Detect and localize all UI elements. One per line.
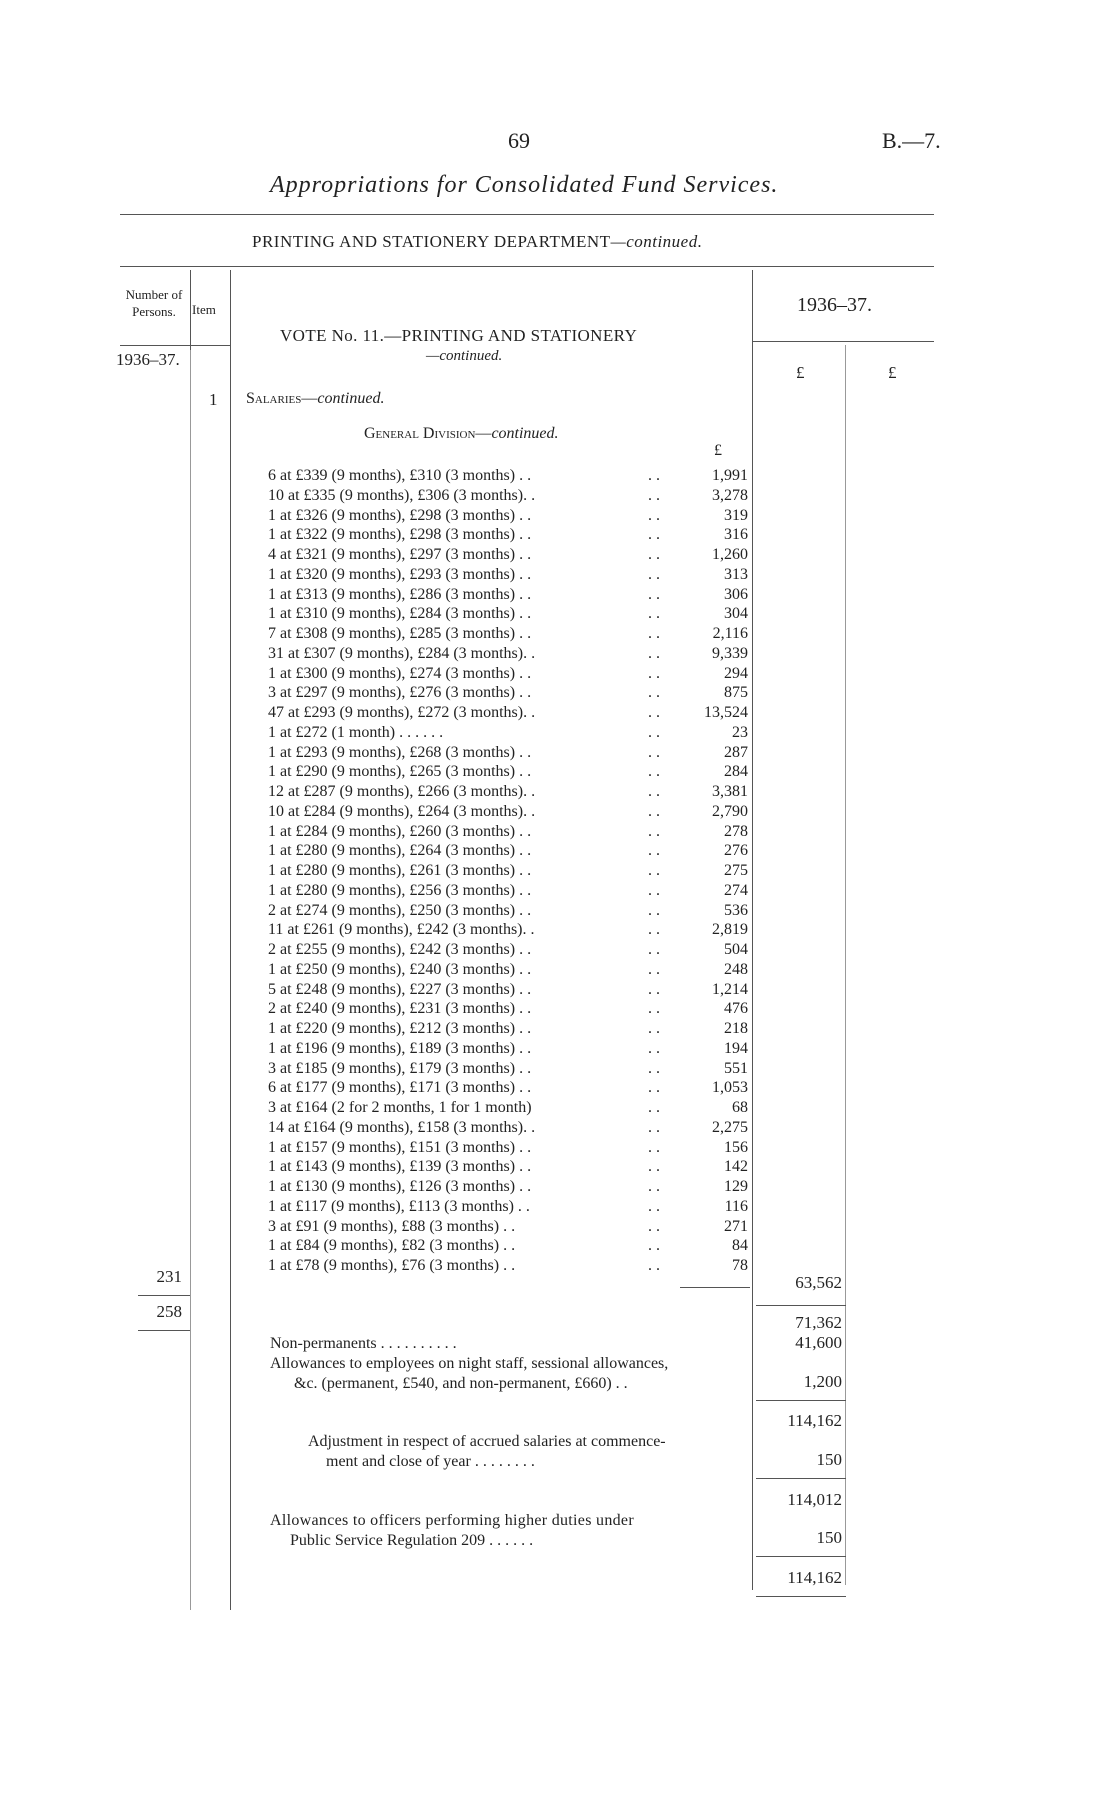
persons-general-division: 231 bbox=[156, 1267, 182, 1286]
row-amount: 313 bbox=[724, 565, 748, 583]
row-amount: 284 bbox=[724, 763, 748, 781]
row-leader: . . bbox=[648, 1197, 660, 1215]
table-row bbox=[268, 861, 748, 881]
row-description: 1 at £130 (9 months), £126 (3 months) . . bbox=[268, 1178, 532, 1195]
row-leader: . . bbox=[648, 862, 660, 879]
row-amount: 1,053 bbox=[712, 1079, 748, 1097]
table-row bbox=[268, 683, 748, 703]
page-number: 69 bbox=[508, 128, 530, 153]
table-row bbox=[268, 901, 748, 921]
year-header-right: 1936–37. bbox=[797, 294, 872, 316]
row-description: 1 at £280 (9 months), £264 (3 months) . . bbox=[268, 842, 532, 860]
row-amount: 275 bbox=[724, 862, 748, 879]
row-leader: . . bbox=[648, 901, 660, 919]
totals-rule-2 bbox=[756, 1400, 846, 1401]
row-leader: . . bbox=[648, 664, 660, 682]
page-title: Appropriations for Consolidated Fund Services. bbox=[270, 172, 779, 198]
col-divider-persons bbox=[190, 270, 191, 350]
row-leader: . . bbox=[648, 783, 660, 800]
table-top-rule bbox=[120, 266, 934, 267]
vote-title: VOTE No. 11.—PRINTING AND STATIONERY bbox=[280, 326, 638, 345]
row-amount: 2,819 bbox=[712, 921, 748, 939]
row-description: 3 at £91 (9 months), £88 (3 months) . . bbox=[268, 1217, 516, 1235]
table-row bbox=[268, 1138, 748, 1158]
table-row bbox=[268, 743, 748, 763]
row-leader: . . bbox=[648, 1118, 660, 1136]
table-row bbox=[268, 1098, 748, 1118]
total-adjustment: 150 bbox=[816, 1450, 842, 1469]
row-description: 1 at £84 (9 months), £82 (3 months) . . bbox=[268, 1237, 516, 1255]
row-description: 1 at £272 (1 month) . . . . . . bbox=[268, 723, 444, 741]
table-row bbox=[268, 664, 748, 684]
row-leader: . . bbox=[648, 743, 660, 761]
row-leader: . . bbox=[648, 1020, 660, 1037]
persons-rule-2 bbox=[138, 1330, 190, 1331]
row-description: 1 at £290 (9 months), £265 (3 months) . . bbox=[268, 763, 532, 781]
row-amount: 218 bbox=[724, 1020, 748, 1037]
header-rule-left bbox=[120, 345, 230, 346]
row-amount: 306 bbox=[724, 585, 748, 603]
grand-total: 114,162 bbox=[787, 1568, 842, 1587]
salaries-continued: continued. bbox=[317, 390, 385, 407]
col-divider-pounds bbox=[845, 345, 846, 1585]
row-description: 3 at £164 (2 for 2 months, 1 for 1 month) bbox=[268, 1099, 532, 1116]
higher-duties-line-1: Allowances to officers performing higher duties under bbox=[270, 1512, 634, 1529]
row-leader: . . bbox=[648, 1039, 660, 1057]
row-description: 4 at £321 (9 months), £297 (3 months) . . bbox=[268, 546, 532, 563]
table-row bbox=[268, 960, 748, 980]
row-description: 6 at £339 (9 months), £310 (3 months) . . bbox=[268, 467, 532, 484]
row-description: 6 at £177 (9 months), £171 (3 months) . . bbox=[268, 1079, 532, 1097]
row-amount: 875 bbox=[724, 684, 748, 702]
pound-header-mid: £ bbox=[714, 442, 722, 459]
totals-rule-5 bbox=[756, 1596, 846, 1597]
year-header-left: 1936–37. bbox=[116, 350, 180, 369]
row-amount: 68 bbox=[732, 1099, 748, 1116]
row-amount: 551 bbox=[724, 1059, 748, 1077]
table-row bbox=[268, 1197, 748, 1217]
row-amount: 319 bbox=[724, 506, 748, 524]
table-row bbox=[268, 762, 748, 782]
row-description: 1 at £300 (9 months), £274 (3 months) . . bbox=[268, 664, 532, 682]
table-row bbox=[268, 525, 748, 545]
row-leader: . . bbox=[648, 704, 660, 721]
item-number: 1 bbox=[209, 390, 218, 409]
row-description: 1 at £196 (9 months), £189 (3 months) . . bbox=[268, 1039, 532, 1057]
table-row bbox=[268, 486, 748, 506]
vote-continued: —continued. bbox=[426, 348, 503, 364]
row-description: 1 at £250 (9 months), £240 (3 months) . . bbox=[268, 960, 532, 978]
row-amount: 78 bbox=[732, 1257, 748, 1274]
table-row bbox=[268, 506, 748, 526]
table-row bbox=[268, 723, 748, 743]
row-description: 1 at £157 (9 months), £151 (3 months) . . bbox=[268, 1138, 532, 1156]
row-leader: . . bbox=[648, 1138, 660, 1156]
row-leader: . . bbox=[648, 941, 660, 958]
higher-duties-line-2: Public Service Regulation 209 . . . . . . bbox=[290, 1532, 534, 1549]
row-leader: . . bbox=[648, 1257, 660, 1274]
row-amount: 476 bbox=[724, 1000, 748, 1018]
table-row bbox=[268, 545, 748, 565]
row-description: 11 at £261 (9 months), £242 (3 months). . bbox=[268, 921, 535, 939]
row-amount: 9,339 bbox=[712, 644, 748, 662]
row-amount: 274 bbox=[724, 881, 748, 899]
totals-rule-4 bbox=[756, 1556, 846, 1557]
row-description: 2 at £274 (9 months), £250 (3 months) . . bbox=[268, 901, 532, 919]
table-row bbox=[268, 999, 748, 1019]
row-leader: . . bbox=[648, 526, 660, 544]
salaries-label: Salaries— bbox=[246, 390, 318, 407]
row-amount: 23 bbox=[732, 723, 748, 741]
table-row bbox=[268, 920, 748, 940]
row-description: 1 at £322 (9 months), £298 (3 months) . . bbox=[268, 526, 532, 544]
row-amount: 156 bbox=[724, 1138, 748, 1156]
row-description: 1 at £320 (9 months), £293 (3 months) . . bbox=[268, 565, 532, 583]
table-row bbox=[268, 980, 748, 1000]
row-description: 31 at £307 (9 months), £284 (3 months). . bbox=[268, 644, 536, 662]
department-continued: —continued. bbox=[610, 232, 703, 251]
row-amount: 1,991 bbox=[712, 467, 748, 484]
table-row bbox=[268, 802, 748, 822]
col-divider-persons-lower bbox=[190, 350, 191, 1610]
row-amount: 1,214 bbox=[712, 980, 748, 998]
document-code: B.—7. bbox=[882, 128, 941, 153]
col-divider-amount bbox=[752, 270, 753, 1590]
table-row bbox=[268, 1177, 748, 1197]
totals-rule-3 bbox=[756, 1478, 846, 1479]
row-leader: . . bbox=[648, 842, 660, 860]
adjustment-line-1: Adjustment in respect of accrued salaries at commence- bbox=[308, 1433, 666, 1450]
total-allowances-night-staff: 1,200 bbox=[803, 1372, 842, 1391]
row-leader: . . bbox=[648, 467, 660, 484]
totals-rule-1 bbox=[756, 1305, 846, 1306]
header-rule-right bbox=[752, 341, 934, 342]
table-row bbox=[268, 585, 748, 605]
row-leader: . . bbox=[648, 585, 660, 603]
title-rule bbox=[120, 214, 934, 215]
pound-header-left: £ bbox=[796, 363, 805, 382]
row-amount: 129 bbox=[724, 1178, 748, 1195]
table-row bbox=[268, 841, 748, 861]
item-header: Item bbox=[192, 302, 216, 317]
row-amount: 3,381 bbox=[712, 783, 748, 800]
row-amount: 2,790 bbox=[712, 802, 748, 820]
row-amount: 2,116 bbox=[712, 625, 748, 642]
table-row bbox=[268, 466, 748, 486]
allowances-line-2: &c. (permanent, £540, and non-permanent, £660) . . bbox=[294, 1375, 628, 1392]
row-description: 1 at £280 (9 months), £261 (3 months) . . bbox=[268, 862, 532, 879]
table-row bbox=[268, 881, 748, 901]
row-amount: 287 bbox=[724, 743, 748, 761]
row-leader: . . bbox=[648, 960, 660, 978]
row-amount: 84 bbox=[732, 1237, 748, 1255]
table-row bbox=[268, 1217, 748, 1237]
row-leader: . . bbox=[648, 1158, 660, 1176]
row-leader: . . bbox=[648, 1079, 660, 1097]
table-row bbox=[268, 703, 748, 723]
row-amount: 1,260 bbox=[712, 546, 748, 563]
row-amount: 116 bbox=[724, 1197, 748, 1215]
row-leader: . . bbox=[648, 763, 660, 781]
table-row bbox=[268, 624, 748, 644]
row-amount: 271 bbox=[724, 1217, 748, 1235]
non-permanents-label: Non-permanents . . . . . . . . . . bbox=[270, 1335, 457, 1352]
row-leader: . . bbox=[648, 723, 660, 741]
row-leader: . . bbox=[648, 881, 660, 899]
allowances-line-1: Allowances to employees on night staff, sessional allowances, bbox=[270, 1355, 669, 1372]
row-description: 1 at £143 (9 months), £139 (3 months) . . bbox=[268, 1158, 532, 1176]
table-row bbox=[268, 822, 748, 842]
row-description: 1 at £220 (9 months), £212 (3 months) . . bbox=[268, 1020, 532, 1037]
division-continued: continued. bbox=[491, 425, 559, 442]
table-row bbox=[268, 1039, 748, 1059]
row-leader: . . bbox=[648, 1237, 660, 1255]
table-row bbox=[268, 644, 748, 664]
subtotal-2: 114,012 bbox=[787, 1490, 842, 1509]
row-description: 47 at £293 (9 months), £272 (3 months). . bbox=[268, 704, 536, 721]
row-amount: 536 bbox=[724, 901, 748, 919]
row-amount: 316 bbox=[724, 526, 748, 544]
row-leader: . . bbox=[648, 684, 660, 702]
row-leader: . . bbox=[648, 1178, 660, 1195]
row-description: 7 at £308 (9 months), £285 (3 months) . . bbox=[268, 625, 532, 642]
row-leader: . . bbox=[648, 1217, 660, 1235]
row-description: 1 at £313 (9 months), £286 (3 months) . . bbox=[268, 585, 532, 603]
row-description: 1 at £326 (9 months), £298 (3 months) . . bbox=[268, 506, 532, 524]
row-leader: . . bbox=[648, 921, 660, 939]
adjustment-line-2: ment and close of year . . . . . . . . bbox=[326, 1453, 535, 1470]
total-general-division: 63,562 bbox=[795, 1273, 842, 1292]
table-row bbox=[268, 1118, 748, 1138]
row-leader: . . bbox=[648, 644, 660, 662]
table-row bbox=[268, 604, 748, 624]
row-description: 3 at £297 (9 months), £276 (3 months) . . bbox=[268, 684, 532, 702]
row-leader: . . bbox=[648, 1099, 660, 1116]
row-amount: 2,275 bbox=[712, 1118, 748, 1136]
row-description: 3 at £185 (9 months), £179 (3 months) . . bbox=[268, 1059, 532, 1077]
row-leader: . . bbox=[648, 980, 660, 998]
row-description: 1 at £310 (9 months), £284 (3 months) . . bbox=[268, 605, 532, 623]
row-description: 5 at £248 (9 months), £227 (3 months) . . bbox=[268, 980, 532, 998]
row-leader: . . bbox=[648, 506, 660, 524]
row-description: 1 at £117 (9 months), £113 (3 months) . . bbox=[268, 1197, 530, 1215]
table-row bbox=[268, 1157, 748, 1177]
department-name: PRINTING AND STATIONERY DEPARTMENT bbox=[252, 232, 611, 251]
table-row bbox=[268, 940, 748, 960]
persons-rule-1 bbox=[138, 1295, 190, 1296]
row-leader: . . bbox=[648, 486, 660, 504]
row-amount: 278 bbox=[724, 822, 748, 840]
row-amount: 13,524 bbox=[704, 704, 748, 721]
col-divider-item bbox=[230, 270, 231, 1610]
division-label: General Division— bbox=[364, 425, 492, 442]
division-heading bbox=[364, 425, 559, 443]
row-description: 12 at £287 (9 months), £266 (3 months). . bbox=[268, 783, 536, 800]
row-leader: . . bbox=[648, 605, 660, 623]
table-row bbox=[268, 565, 748, 585]
row-leader: . . bbox=[648, 1059, 660, 1077]
row-amount: 276 bbox=[724, 842, 748, 860]
total-salaries: 71,362 bbox=[795, 1313, 842, 1332]
row-amount: 248 bbox=[724, 960, 748, 978]
table-row bbox=[268, 1236, 748, 1256]
table-row bbox=[268, 1256, 748, 1276]
rows-sum-rule bbox=[680, 1287, 750, 1288]
row-amount: 194 bbox=[724, 1039, 748, 1057]
pound-header-right: £ bbox=[888, 363, 897, 382]
row-amount: 304 bbox=[724, 605, 748, 623]
row-amount: 142 bbox=[724, 1158, 748, 1176]
row-description: 1 at £78 (9 months), £76 (3 months) . . bbox=[268, 1257, 516, 1274]
row-description: 2 at £255 (9 months), £242 (3 months) . . bbox=[268, 941, 532, 958]
row-description: 14 at £164 (9 months), £158 (3 months). . bbox=[268, 1118, 536, 1136]
row-leader: . . bbox=[648, 1000, 660, 1018]
row-leader: . . bbox=[648, 546, 660, 563]
table-row bbox=[268, 782, 748, 802]
subtotal-1: 114,162 bbox=[787, 1411, 842, 1430]
number-of-persons-header: Number of Persons. bbox=[125, 287, 183, 319]
row-description: 1 at £280 (9 months), £256 (3 months) . . bbox=[268, 881, 532, 899]
department-heading bbox=[252, 232, 702, 252]
total-non-permanents: 41,600 bbox=[795, 1333, 842, 1352]
row-description: 2 at £240 (9 months), £231 (3 months) . . bbox=[268, 1000, 532, 1018]
table-row bbox=[268, 1019, 748, 1039]
row-leader: . . bbox=[648, 822, 660, 840]
row-leader: . . bbox=[648, 565, 660, 583]
row-amount: 3,278 bbox=[712, 486, 748, 504]
table-row bbox=[268, 1078, 748, 1098]
row-description: 10 at £335 (9 months), £306 (3 months). . bbox=[268, 486, 536, 504]
row-leader: . . bbox=[648, 802, 660, 820]
row-description: 10 at £284 (9 months), £264 (3 months). . bbox=[268, 802, 536, 820]
row-leader: . . bbox=[648, 625, 660, 642]
total-higher-duties: 150 bbox=[816, 1528, 842, 1547]
table-row bbox=[268, 1059, 748, 1079]
persons-total: 258 bbox=[156, 1302, 182, 1321]
row-amount: 504 bbox=[724, 941, 748, 958]
row-description: 1 at £293 (9 months), £268 (3 months) . . bbox=[268, 743, 532, 761]
row-amount: 294 bbox=[724, 664, 748, 682]
salaries-heading bbox=[246, 390, 384, 408]
row-description: 1 at £284 (9 months), £260 (3 months) . . bbox=[268, 822, 532, 840]
